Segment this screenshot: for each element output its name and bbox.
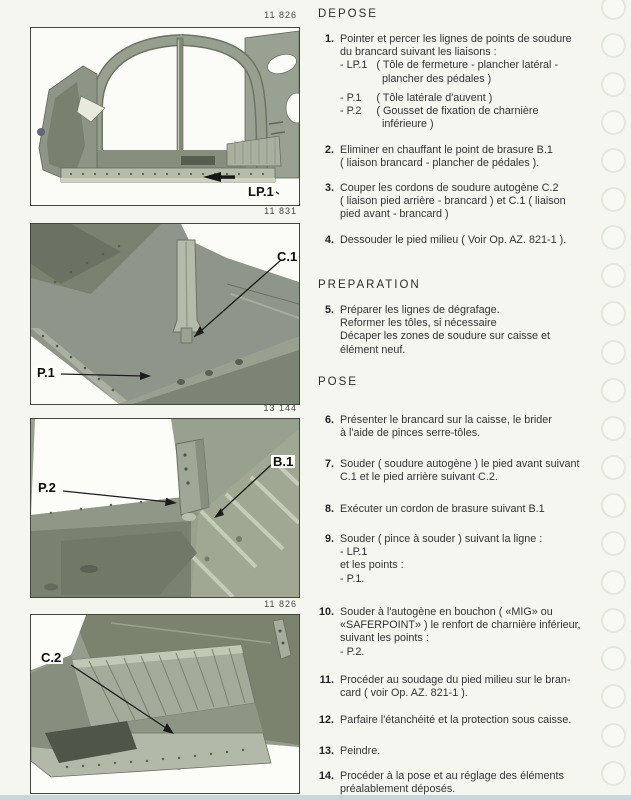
figure-photo-rear-floor (30, 614, 300, 794)
figure-photo-hinge-pillar (30, 418, 300, 598)
instruction-line: card ( voir Op. AZ. 821-1 ). (340, 687, 468, 700)
callout-label-b1: B.1 (273, 454, 294, 469)
instruction-item (318, 533, 613, 586)
section-heading: POSE (318, 376, 358, 388)
instruction-line: Reformer les tôles, si nécessaire (340, 317, 497, 330)
hinge-pillar-illustration (31, 419, 299, 597)
instruction-line: - P.2 ( Gousset de fixation de charnière (340, 105, 539, 118)
figure-photo-body-shell (30, 27, 300, 206)
instruction-item (318, 33, 613, 131)
front-pillar-illustration (31, 224, 299, 404)
instruction-line: Souder ( pince à souder ) suivant la ligne : (340, 533, 543, 545)
item-number: 1. (324, 33, 334, 45)
instruction-line: Décaper les zones de soudure sur caisse et (340, 330, 551, 343)
section-heading: DEPOSE (318, 8, 378, 20)
instruction-line: à l'aide de pinces serre-tôles. (340, 427, 481, 440)
instruction-line: Peindre. (340, 745, 381, 757)
callout-label-c1: C.1 (277, 249, 298, 264)
figure-photo-front-pillar (30, 223, 300, 405)
instruction-item (318, 458, 613, 484)
item-number: 11. (319, 674, 334, 686)
instruction-line: Parfaire l'étanchéité et la protection sous caisse. (340, 714, 572, 726)
instruction-item (318, 144, 613, 170)
item-number: 5. (324, 304, 334, 316)
item-number: 4. (324, 234, 334, 246)
instruction-line: plancher des pédales ) (340, 72, 492, 85)
instruction-line: Eliminer en chauffant le point de brasure B.1 (340, 144, 553, 156)
instruction-line: C.1 et le pied arrière suivant C.2. (340, 471, 498, 484)
item-number: 8. (324, 503, 334, 515)
instruction-line: «SAFERPOINT» ) le renfort de charnière inférieur, (340, 619, 581, 632)
instruction-line: - LP.1 ( Tôle de fermeture - plancher latéral - (340, 59, 559, 72)
instruction-line: Exécuter un cordon de brasure suivant B.1 (340, 503, 545, 515)
instruction-line: - LP.1 (340, 546, 368, 559)
item-number: 10. (318, 606, 334, 618)
instruction-item (318, 674, 613, 700)
item-number: 7. (324, 458, 334, 470)
instruction-item (318, 304, 613, 357)
callout-label-c2: C.2 (41, 650, 62, 665)
instruction-item (318, 745, 613, 758)
rear-floor-illustration (31, 615, 299, 793)
item-number: 12. (318, 714, 334, 726)
instruction-line: Procéder à la pose et au réglage des éléments (340, 770, 564, 782)
instruction-line: inférieure ) (340, 118, 434, 131)
callout-label-p1: P.1 (37, 365, 55, 380)
photo-ref: 13 144 (263, 403, 297, 413)
instruction-line: et les points : (340, 559, 404, 572)
item-number: 9. (324, 533, 334, 545)
instruction-line: ( liaison brancard - plancher de pédales ). (340, 157, 540, 170)
item-number: 13. (318, 745, 334, 757)
instruction-line: Couper les cordons de soudure autogène C.2 (340, 182, 559, 194)
instruction-line: - P.1 ( Tôle latérale d'auvent ) (340, 91, 493, 104)
instruction-line: Souder ( soudure autogène ) le pied avant suivant (340, 458, 580, 470)
callout-label-p2: P.2 (38, 480, 56, 495)
instruction-line: élément neuf. (340, 343, 406, 356)
photo-ref: 11 826 (264, 10, 297, 20)
instruction-line: Procéder au soudage du pied milieu sur le bran- (340, 674, 571, 686)
instruction-column (318, 0, 613, 800)
instruction-line: Pointer et percer les lignes de points de soudure (340, 33, 572, 45)
instruction-line: - P.1. (340, 572, 365, 585)
item-number: 2. (324, 144, 334, 156)
item-number: 3. (324, 182, 334, 194)
photo-ref: 11 826 (264, 599, 297, 609)
instruction-item (318, 714, 613, 727)
instruction-line: Dessouder le pied milieu ( Voir Op. AZ. 821-1 ). (340, 234, 567, 246)
instruction-line: suivant les points : (340, 632, 429, 645)
instruction-line: Préparer les lignes de dégrafage. (340, 304, 500, 316)
instruction-line: - P.2. (340, 645, 365, 658)
page-bottom-edge (0, 795, 631, 800)
instruction-line: Souder à l'autogène en bouchon ( «MIG» ou (340, 606, 553, 618)
callout-label-lp1: LP.1 (248, 184, 274, 199)
instruction-line: du brancard suivant les liaisons : (340, 46, 497, 59)
instruction-item (318, 503, 613, 516)
instruction-line: ( liaison pied arrière - brancard ) et C.1 ( liaison (340, 195, 566, 208)
instruction-item (318, 770, 613, 796)
instruction-item (318, 414, 613, 440)
body-shell-illustration (31, 28, 299, 205)
section-heading: PREPARATION (318, 279, 421, 291)
instruction-item (318, 182, 613, 222)
instruction-item (318, 234, 613, 247)
instruction-line: pied avant - brancard ) (340, 208, 449, 221)
item-number: 14. (318, 770, 334, 782)
item-number: 6. (324, 414, 334, 426)
instruction-line: Présenter le brancard sur la caisse, le brider (340, 414, 552, 426)
instruction-line: préalablement déposés. (340, 783, 456, 796)
instruction-item (318, 606, 613, 659)
photo-ref: 11 831 (264, 206, 297, 216)
